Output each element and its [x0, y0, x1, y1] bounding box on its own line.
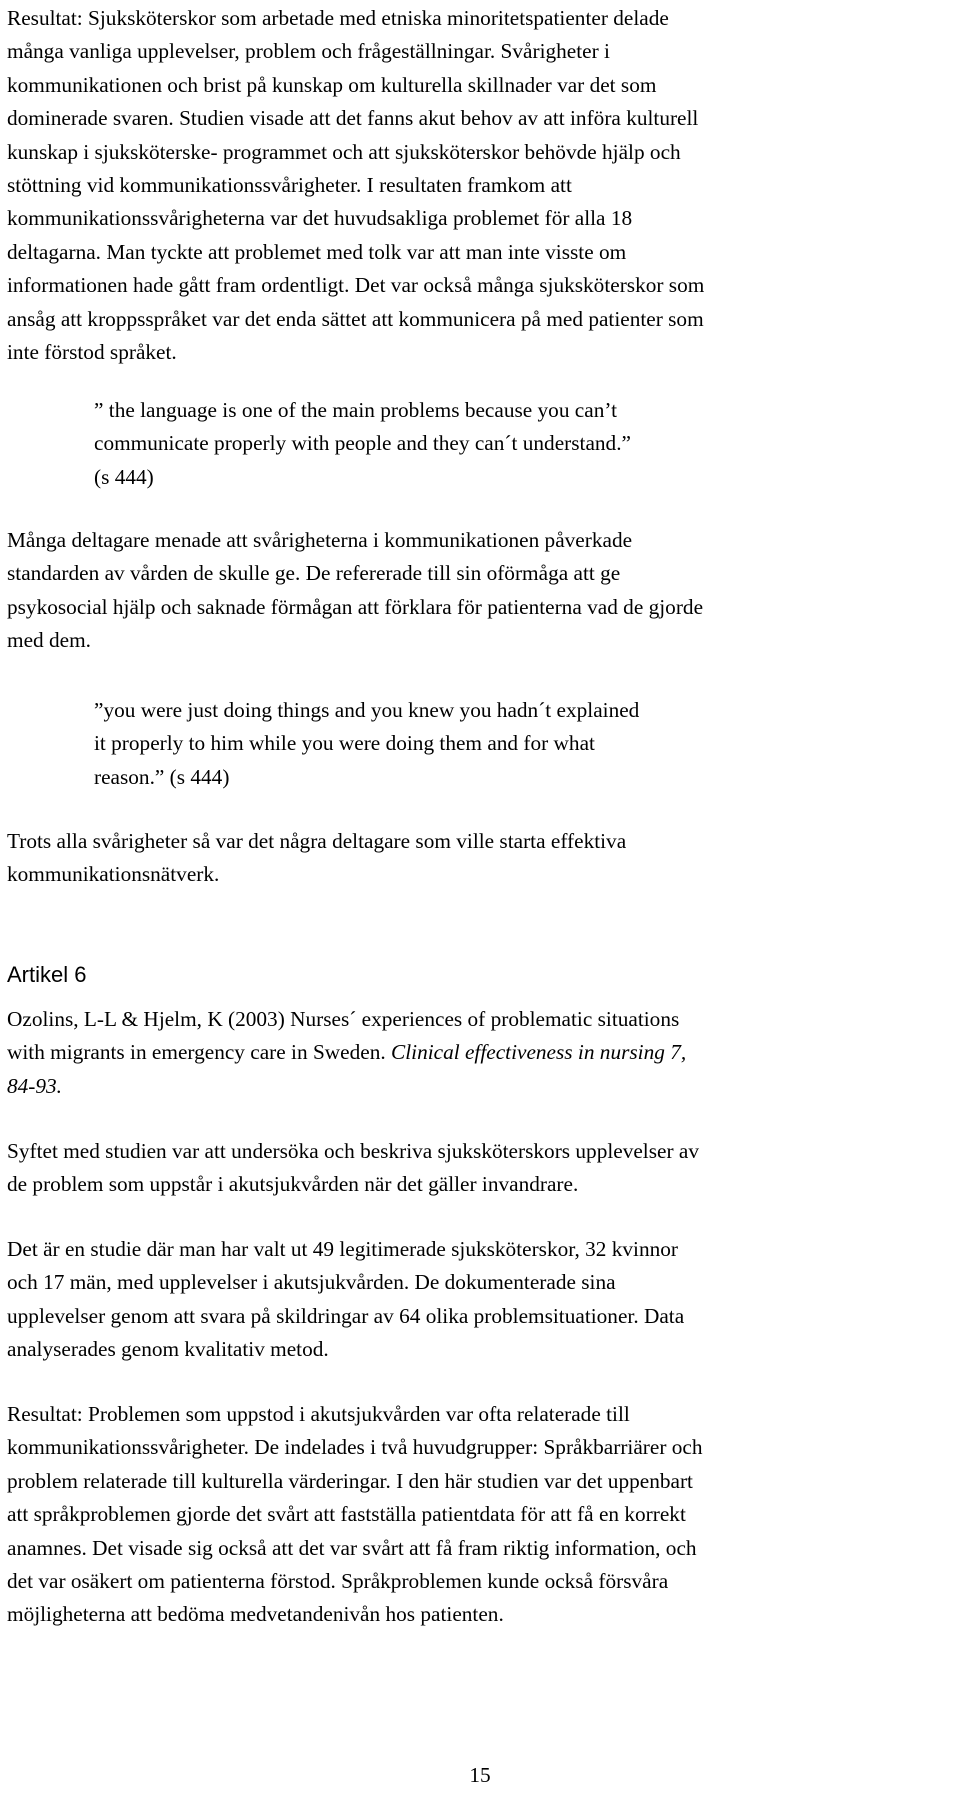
- text-line: kommunikationssvårigheterna var det huvudsakliga problemet för alla 18: [7, 206, 633, 231]
- quote-citation: (s 444): [94, 464, 154, 489]
- text-line: anamnes. Det visade sig också att det var svårt att få fram riktig information, och: [7, 1535, 697, 1560]
- quote-line: reason.” (s 444): [94, 764, 230, 789]
- paragraph-results-3: [7, 825, 957, 892]
- block-quote-2: [94, 694, 914, 794]
- text-line: Det är en studie där man har valt ut 49 legitimerade sjuksköterskor, 32 kvinnor: [7, 1237, 679, 1261]
- text-line: möjligheterna att bedöma medvetandenivån hos patienten.: [7, 1602, 504, 1627]
- text-line: och 17 män, med upplevelser i akutsjukvården. De dokumenterade sina: [7, 1270, 616, 1295]
- page-number: 15: [469, 1763, 491, 1787]
- text-line: Ozolins, L-L & Hjelm, K (2003) Nurses´ experiences of problematic situations: [7, 1007, 680, 1031]
- text-line: stöttning vid kommunikationssvårigheter. I resultaten framkom att: [7, 173, 572, 198]
- text-line: ansåg att kroppsspråket var det enda sättet att kommunicera på med patienter som: [7, 306, 704, 331]
- block-quote-1: [94, 394, 914, 494]
- text-line: [7, 1036, 957, 1069]
- text-line: med dem.: [7, 628, 91, 653]
- quote-line: ” the language is one of the main problems because you can’t: [94, 398, 617, 422]
- text-line: standarden av vården de skulle ge. De refererade till sin oförmåga att ge: [7, 561, 621, 586]
- text-line: att språkproblemen gjorde det svårt att fastställa patientdata för att få en korrekt: [7, 1502, 686, 1527]
- journal-pages: 84-93.: [7, 1073, 63, 1098]
- reference-plain-text: with migrants in emergency care in Sweden.: [7, 1040, 392, 1065]
- text-line: analyserades genom kvalitativ metod.: [7, 1337, 329, 1362]
- section-heading: Artikel 6: [7, 962, 87, 987]
- text-line: Resultat: Problemen som uppstod i akutsjukvården var ofta relaterade till: [7, 1402, 630, 1426]
- text-line: Trots alla svårigheter så var det några deltagare som ville starta effektiva: [7, 829, 627, 853]
- text-line: upplevelser genom att svara på skildringar av 64 olika problemsituationer. Data: [7, 1303, 685, 1328]
- text-line: kommunikationsnätverk.: [7, 862, 220, 887]
- text-line: kommunikationen och brist på kunskap om kulturella skillnader var det som: [7, 72, 657, 97]
- paragraph-purpose: [7, 1135, 957, 1202]
- text-line: kunskap i sjuksköterske- programmet och att sjuksköterskor behövde hjälp och: [7, 139, 681, 164]
- text-line: de problem som uppstår i akutsjukvården när det gäller invandrare.: [7, 1172, 579, 1197]
- text-line: det var osäkert om patienterna förstod. Språkproblemen kunde också försvåra: [7, 1569, 669, 1594]
- journal-title: Clinical effectiveness in nursing 7,: [391, 1040, 687, 1065]
- paragraph-results-1: [7, 2, 957, 369]
- text-line: många vanliga upplevelser, problem och frågeställningar. Svårigheter i: [7, 39, 610, 64]
- paragraph-results-4: [7, 1398, 957, 1632]
- reference-citation: [7, 1003, 957, 1103]
- text-line: deltagarna. Man tyckte att problemet med tolk var att man inte visste om: [7, 239, 627, 264]
- text-line: Resultat: Sjuksköterskor som arbetade med etniska minoritetspatienter delade: [7, 6, 669, 30]
- text-line: psykosocial hjälp och saknade förmågan att förklara för patienterna vad de gjorde: [7, 594, 704, 619]
- text-line: dominerade svaren. Studien visade att det fanns akut behov av att införa kulturell: [7, 106, 699, 131]
- text-line: informationen hade gått fram ordentligt. Det var också många sjuksköterskor som: [7, 273, 705, 298]
- text-line: problem relaterade till kulturella värderingar. I den här studien var det uppenbart: [7, 1468, 693, 1493]
- quote-line: it properly to him while you were doing them and for what: [94, 731, 595, 756]
- text-line: Många deltagare menade att svårigheterna i kommunikationen påverkade: [7, 528, 633, 552]
- text-line: kommunikationssvårigheter. De indelades i två huvudgrupper: Språkbarriärer och: [7, 1435, 703, 1460]
- text-line: inte förstod språket.: [7, 340, 177, 365]
- paragraph-method: [7, 1233, 957, 1367]
- quote-line: communicate properly with people and they can´t understand.”: [94, 431, 631, 456]
- quote-line: ”you were just doing things and you knew you hadn´t explained: [94, 698, 640, 722]
- paragraph-results-2: [7, 524, 957, 658]
- text-line: Syftet med studien var att undersöka och beskriva sjuksköterskors upplevelser av: [7, 1139, 699, 1163]
